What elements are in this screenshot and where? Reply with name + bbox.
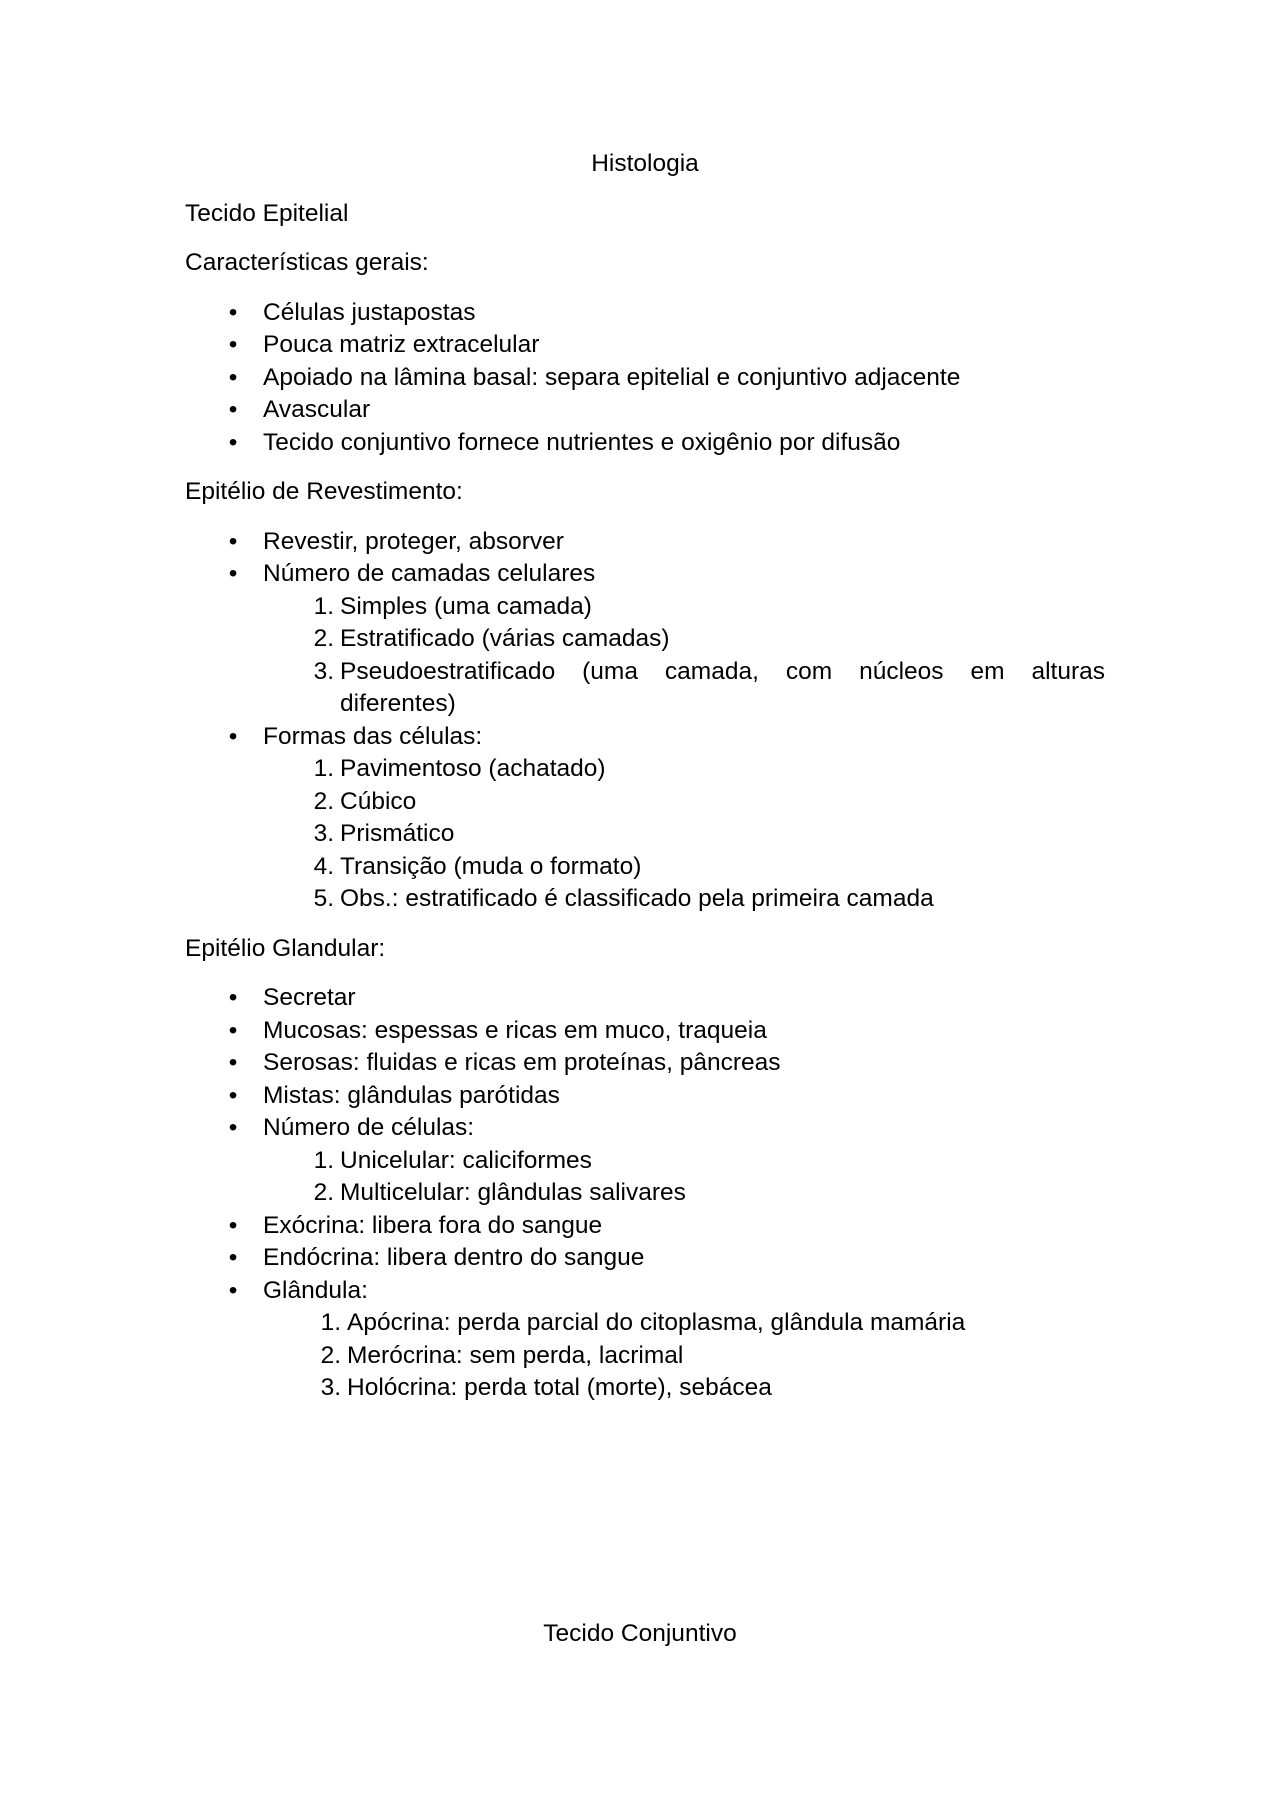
list-item-text: Glândula:	[263, 1276, 368, 1304]
glandular-list	[185, 982, 1105, 1405]
list-item-text: Revestir, proteger, absorver	[263, 527, 564, 555]
numbered-item	[185, 1177, 1105, 1210]
bullet-icon: •	[228, 1114, 238, 1141]
item-number: 2.	[320, 1341, 341, 1369]
bullet-icon: •	[228, 331, 238, 358]
item-number: 1.	[313, 592, 334, 620]
celulas-list	[263, 1145, 1105, 1210]
item-number: 3.	[320, 1374, 341, 1401]
list-item	[185, 329, 1105, 362]
item-number: 1.	[313, 1146, 334, 1174]
general-heading: Características gerais:	[185, 249, 429, 276]
list-item	[185, 1275, 1105, 1405]
numbered-item	[185, 623, 1105, 656]
bullet-icon: •	[228, 1081, 238, 1109]
numbered-item-text: Multicelular: glândulas salivares	[340, 1179, 686, 1206]
item-number: 3.	[313, 820, 334, 847]
numbered-item-text: Pavimentoso (achatado)	[340, 755, 606, 782]
numbered-item	[185, 851, 1105, 884]
list-item-text: Endócrina: libera dentro do sangue	[263, 1244, 645, 1271]
bullet-icon: •	[228, 722, 238, 750]
numbered-item	[185, 1340, 1105, 1373]
numbered-item-text: Simples (uma camada)	[340, 592, 592, 620]
bullet-icon: •	[228, 298, 238, 326]
numbered-item	[185, 656, 1105, 721]
item-number: 2.	[313, 1179, 334, 1206]
list-item	[185, 427, 1105, 460]
list-item-text: Formas das células:	[263, 722, 483, 750]
numbered-item	[185, 883, 1105, 916]
bullet-icon: •	[228, 1276, 238, 1304]
item-number: 4.	[313, 852, 334, 880]
numbered-item-text: Holócrina: perda total (morte), sebácea	[347, 1374, 772, 1401]
numbered-item-text-line1: Pseudoestratificado (uma camada, com núcleos em alturas	[340, 657, 1105, 685]
item-number: 2.	[313, 625, 334, 652]
numbered-item-text: Transição (muda o formato)	[340, 852, 642, 880]
numbered-item-text-line2: diferentes)	[340, 690, 456, 717]
list-item	[185, 721, 1105, 916]
numbered-item-text: Cúbico	[340, 787, 417, 815]
list-item	[185, 362, 1105, 395]
bullet-icon: •	[228, 428, 238, 456]
glandula-list	[263, 1307, 1105, 1405]
numbered-item	[185, 786, 1105, 819]
list-item	[185, 1015, 1105, 1048]
bullet-icon: •	[228, 1049, 238, 1076]
numbered-item-text: Prismático	[340, 820, 455, 847]
list-item-text: Avascular	[263, 396, 371, 423]
section-title: Tecido Epitelial	[185, 199, 349, 227]
list-item	[185, 1210, 1105, 1243]
bullet-icon: •	[228, 1016, 238, 1044]
bullet-icon: •	[228, 363, 238, 391]
bullet-icon: •	[228, 527, 238, 555]
bullet-icon: •	[228, 984, 238, 1011]
numbered-item	[185, 1145, 1105, 1178]
numbered-item	[185, 1372, 1105, 1405]
numbered-item-text: Merócrina: sem perda, lacrimal	[347, 1341, 684, 1369]
list-item-text: Pouca matriz extracelular	[263, 331, 540, 358]
list-item-text: Número de camadas celulares	[263, 560, 596, 587]
list-item	[185, 1047, 1105, 1080]
revestimento-heading: Epitélio de Revestimento:	[185, 478, 463, 505]
list-item	[185, 558, 1105, 721]
bullet-icon: •	[228, 396, 238, 423]
list-item-text: Células justapostas	[263, 298, 476, 326]
general-list	[185, 297, 1105, 460]
list-item	[185, 297, 1105, 330]
numbered-item	[185, 753, 1105, 786]
formas-list	[263, 753, 1105, 916]
numbered-item-text: Apócrina: perda parcial do citoplasma, glândula mamária	[347, 1309, 966, 1336]
glandular-heading: Epitélio Glandular:	[185, 934, 386, 962]
list-item-text: Exócrina: libera fora do sangue	[263, 1211, 603, 1239]
camadas-list	[263, 591, 1105, 721]
item-number: 3.	[313, 657, 334, 685]
list-item-text: Número de células:	[263, 1114, 475, 1141]
numbered-item	[185, 591, 1105, 624]
list-item-text: Mistas: glândulas parótidas	[263, 1081, 560, 1109]
list-item	[185, 1080, 1105, 1113]
item-number: 2.	[313, 787, 334, 815]
list-item-text: Apoiado na lâmina basal: separa epitelial e conjuntivo adjacente	[263, 363, 961, 391]
bullet-icon: •	[228, 1244, 238, 1271]
list-item	[185, 394, 1105, 427]
list-item-text: Mucosas: espessas e ricas em muco, traqueia	[263, 1016, 767, 1044]
numbered-item	[185, 1307, 1105, 1340]
numbered-item-text: Estratificado (várias camadas)	[340, 625, 670, 652]
bullet-icon: •	[228, 1211, 238, 1239]
next-section-title: Tecido Conjuntivo	[543, 1620, 737, 1647]
document-title: Histologia	[591, 150, 699, 177]
numbered-item-text: Obs.: estratificado é classificado pela primeira camada	[340, 885, 934, 912]
item-number: 5.	[313, 885, 334, 912]
list-item-text: Secretar	[263, 984, 356, 1011]
list-item	[185, 1112, 1105, 1210]
document-body	[185, 148, 1105, 1422]
list-item	[185, 982, 1105, 1015]
revestimento-list	[185, 526, 1105, 916]
numbered-item	[185, 818, 1105, 851]
list-item	[185, 526, 1105, 559]
list-item	[185, 1242, 1105, 1275]
item-number: 1.	[320, 1309, 341, 1336]
list-item-text: Serosas: fluidas e ricas em proteínas, pâncreas	[263, 1049, 781, 1076]
list-item-text: Tecido conjuntivo fornece nutrientes e oxigênio por difusão	[263, 428, 901, 456]
bullet-icon: •	[228, 560, 238, 587]
numbered-item-text: Unicelular: caliciformes	[340, 1146, 592, 1174]
item-number: 1.	[313, 755, 334, 782]
